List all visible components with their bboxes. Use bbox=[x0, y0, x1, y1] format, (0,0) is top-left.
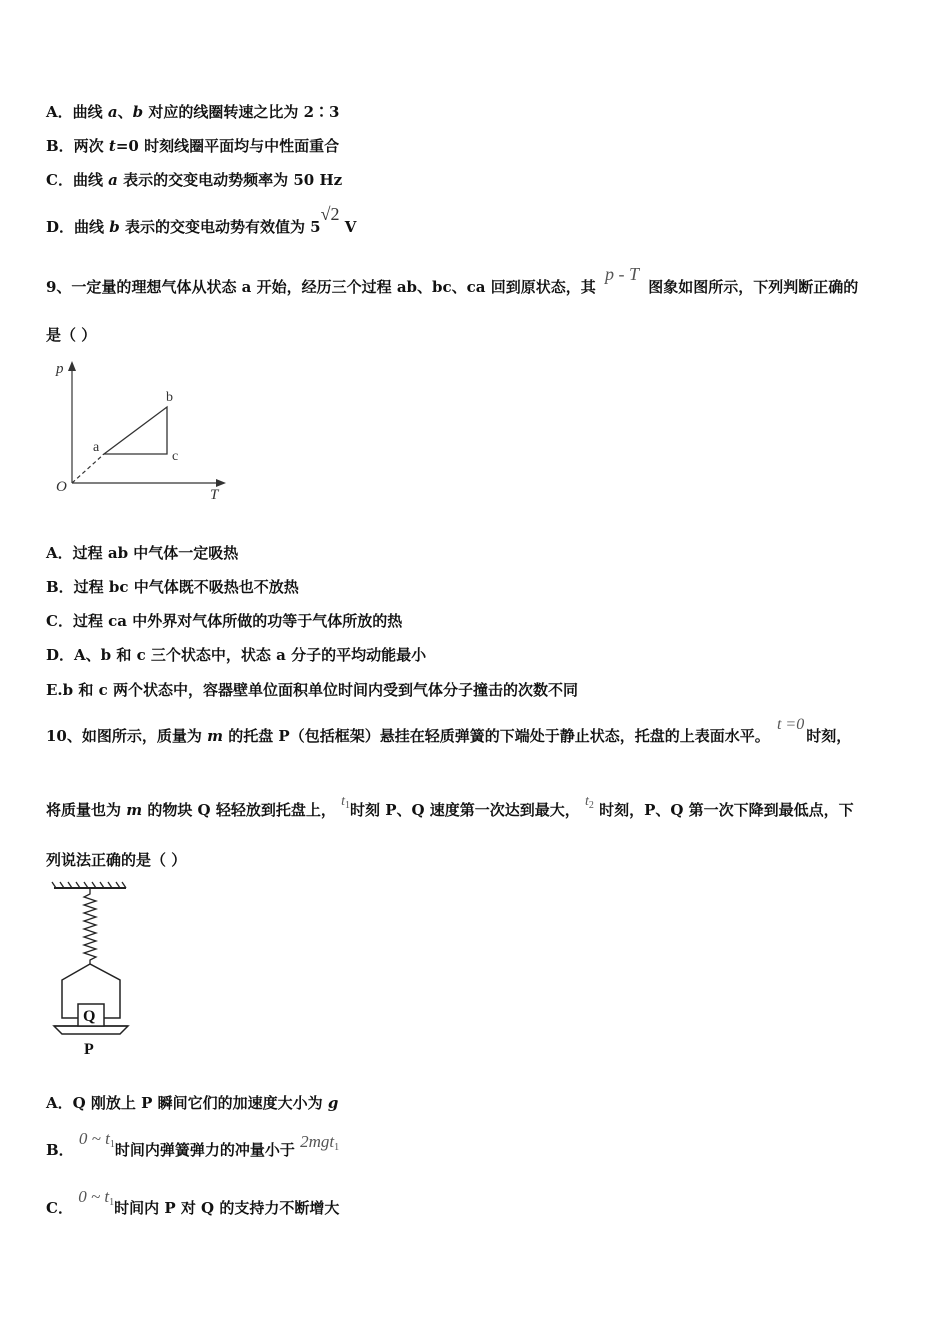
q10-option-a bbox=[46, 1093, 338, 1113]
q9-pt-diagram bbox=[50, 355, 230, 505]
q10-stem-line1 bbox=[46, 716, 852, 747]
zero-to-t1-formula-c bbox=[78, 1187, 114, 1206]
zero-to-t-symbol: 0 ~ t bbox=[78, 1129, 110, 1148]
t-equals-zero-formula: t =0 bbox=[776, 716, 805, 733]
y-axis-label: p bbox=[56, 361, 64, 377]
zero-to-t1-subscript-c: 1 bbox=[109, 1197, 115, 1208]
q9-pT-formula: p - T bbox=[604, 264, 639, 284]
q10-stem-line3 bbox=[46, 850, 186, 870]
q8-option-b-rest: =0 时刻线圈平面均与中性面重合 bbox=[115, 137, 340, 155]
q8-option-c-var-a: a bbox=[108, 171, 118, 189]
q8-option-b bbox=[46, 136, 339, 156]
q10-stem-text-3: 时刻， bbox=[806, 727, 852, 745]
q8-option-d bbox=[46, 204, 357, 237]
point-c-label: c bbox=[172, 449, 179, 464]
q8-option-a bbox=[46, 102, 339, 122]
q8-option-c-rest: 表示的交变电动势频率为 50 Hz bbox=[117, 171, 343, 189]
q10-stem-text-2: 的托盘 P（包括框架）悬挂在轻质弹簧的下端处于静止状态，托盘的上表面水平。 bbox=[222, 727, 770, 745]
t1-symbol: t bbox=[341, 794, 345, 809]
q10-option-b-label: B． bbox=[46, 1141, 74, 1159]
q10-option-b bbox=[46, 1129, 340, 1166]
t1-subscript: 1 bbox=[344, 800, 350, 811]
q8-option-d-var-b: b bbox=[109, 218, 120, 236]
q10-option-b-text: 时间内弹簧弹力的冲量小于 bbox=[114, 1141, 295, 1159]
cycle-triangle bbox=[104, 407, 167, 454]
q10-stem2-text-2: 的物块 Q 轻轻放到托盘上， bbox=[142, 801, 336, 819]
dashed-extension bbox=[72, 454, 104, 483]
q10-stem2-text-4: 时刻，P、Q 第一次下降到最低点，下 bbox=[593, 801, 854, 819]
tray-base bbox=[54, 1026, 128, 1034]
q9-option-c: C．过程 ca 中外界对气体所做的功等于气体所放的热 bbox=[46, 612, 403, 630]
zero-to-t-symbol-c: 0 ~ t bbox=[78, 1187, 110, 1206]
q8-option-c-text: C．曲线 bbox=[46, 171, 109, 189]
q9-stem-text-2: 图象如图所示，下列判断正确的 bbox=[648, 278, 859, 296]
x-axis-arrow-icon bbox=[216, 479, 226, 487]
point-a-label: a bbox=[93, 440, 100, 455]
q10-var-m: m bbox=[207, 727, 223, 745]
q10-option-c bbox=[46, 1187, 340, 1224]
origin-label: O bbox=[56, 479, 67, 495]
q10-stem2-text: 将质量也为 bbox=[46, 801, 127, 819]
q10-option-c-label: C． bbox=[46, 1199, 73, 1217]
q8-option-b-text: B．两次 bbox=[46, 137, 109, 155]
q9-stem-text-3: 是（ ） bbox=[46, 326, 97, 344]
q8-option-a-rest: 对应的线圈转速之比为 2∶3 bbox=[143, 103, 340, 121]
q10-option-c-text: 时间内 P 对 Q 的支持力不断增大 bbox=[114, 1199, 340, 1217]
q10-stem2-text-3: 时刻 P、Q 速度第一次达到最大， bbox=[349, 801, 580, 819]
tray-p-label: P bbox=[84, 1041, 94, 1058]
zero-to-t1-subscript: 1 bbox=[109, 1139, 115, 1150]
q10-stem-text-5: 列说法正确的是（ ） bbox=[46, 851, 187, 869]
q9-stem-text: 9、一定量的理想气体从状态 a 开始，经历三个过程 ab、bc、ca 回到原状态，其 bbox=[46, 278, 596, 296]
q8-option-a-var-a: a bbox=[107, 103, 118, 121]
two-mgt1-subscript: 1 bbox=[334, 1142, 340, 1153]
q8-option-b-var-t: t bbox=[108, 137, 116, 155]
q9-stem-line2 bbox=[46, 325, 96, 345]
q8-option-d-rest: 表示的交变电动势有效值为 5 bbox=[119, 218, 321, 236]
q8-option-c bbox=[46, 170, 342, 190]
q10-stem-text: 10、如图所示，质量为 bbox=[46, 727, 208, 745]
t2-subscript: 2 bbox=[588, 800, 594, 811]
q10-stem2-var-m: m bbox=[126, 801, 143, 819]
sqrt-two-formula: √2 bbox=[320, 204, 340, 224]
q10-option-a-text: A．Q 刚放上 P 瞬间它们的加速度大小为 bbox=[46, 1094, 328, 1112]
t2-formula bbox=[585, 794, 594, 809]
zero-to-t1-formula bbox=[79, 1129, 115, 1148]
q8-option-a-sep: 、 bbox=[117, 103, 133, 121]
q8-option-a-text: A．曲线 bbox=[46, 103, 108, 121]
x-axis-label: T bbox=[210, 487, 219, 503]
two-mgt1-formula bbox=[300, 1132, 339, 1151]
q10-option-a-var-g: g bbox=[327, 1094, 339, 1112]
q10-stem-line2 bbox=[46, 794, 854, 826]
q9-stem-line1 bbox=[46, 264, 859, 297]
block-q-label: Q bbox=[83, 1008, 96, 1025]
q9-option-d: D．A、b 和 c 三个状态中，状态 a 分子的平均动能最小 bbox=[46, 646, 427, 664]
y-axis-arrow-icon bbox=[68, 361, 76, 371]
point-b-label: b bbox=[166, 390, 173, 405]
spring bbox=[84, 888, 96, 964]
q9-option-b: B．过程 bc 中气体既不吸热也不放热 bbox=[46, 578, 299, 596]
q9-option-a: A．过程 ab 中气体一定吸热 bbox=[46, 544, 239, 562]
q9-option-e: E.b 和 c 两个状态中，容器壁单位面积单位时间内受到气体分子撞击的次数不同 bbox=[46, 681, 578, 699]
two-mgt-symbol: 2mgt bbox=[300, 1132, 335, 1151]
q8-option-d-unit: V bbox=[339, 218, 357, 236]
t2-symbol: t bbox=[585, 794, 589, 809]
q8-option-d-text: D．曲线 bbox=[46, 218, 110, 236]
q8-option-a-var-b: b bbox=[132, 103, 144, 121]
t1-formula bbox=[341, 794, 350, 809]
q10-spring-diagram bbox=[46, 880, 136, 1060]
